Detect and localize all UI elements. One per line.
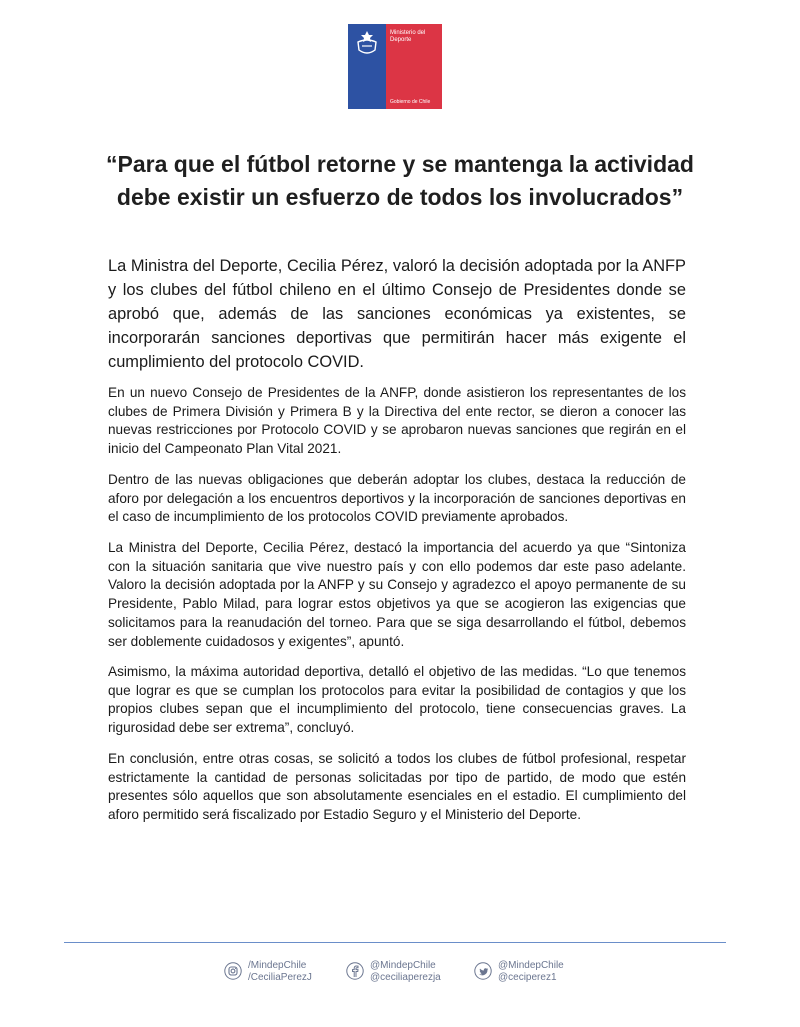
footer-instagram[interactable] — [224, 960, 312, 984]
facebook-handles — [370, 960, 441, 984]
twitter-handle-2: @ceciperez1 — [498, 972, 557, 983]
facebook-handle-1: @MindepChile — [370, 960, 436, 971]
logo-line-1: Ministerio del — [390, 30, 426, 36]
headline — [80, 148, 720, 214]
instagram-handle-1: /MindepChile — [248, 960, 307, 971]
coat-of-arms-icon — [353, 30, 381, 56]
footer-divider — [64, 942, 726, 943]
logo-blue-block — [348, 24, 386, 109]
body-paragraph-1: En un nuevo Consejo de Presidentes de la ANFP, donde asistieron los representantes de los clubes de Primera División y Primera B y la Directiva del ente rector, se dieron a conocer las nuevas restricciones por Protocolo COVID y se aprobaron nuevas sanciones que regirán en el inicio del Campeonato Plan Vital 2021. — [108, 385, 686, 457]
facebook-handle-2: @ceciliaperezja — [370, 972, 441, 983]
body-paragraph-4: Asimismo, la máxima autoridad deportiva, detalló el objetivo de las medidas. “Lo que tenemos que lograr es que se cumplan los protocolos para evitar la posibilidad de contagios y que los propios clubes sepan que el incumplimiento del protocolo, tiene consecuencias graves. La rigurosidad debe ser extrema”, concluyó. — [108, 664, 686, 736]
logo-red-block — [386, 24, 442, 109]
headline-line-2: debe existir un esfuerzo de todos los involucrados” — [116, 184, 684, 210]
facebook-icon — [346, 962, 364, 980]
body-paragraph-5: En conclusión, entre otras cosas, se solicitó a todos los clubes de fútbol profesional, respetar estrictamente la cantidad de personas solicitadas por tipo de partido, de modo que estén presentes sólo aquellos que son absolutamente esenciales en el estadio. El cumplimiento del aforo permitido será fiscalizado por Estadio Seguro y el Ministerio del Deporte. — [108, 751, 686, 823]
instagram-icon — [224, 962, 242, 980]
twitter-handle-1: @MindepChile — [498, 960, 564, 971]
ministerio-deporte-logo — [348, 24, 442, 109]
instagram-handle-2: /CeciliaPerezJ — [248, 972, 312, 983]
footer-facebook[interactable] — [346, 960, 441, 984]
twitter-handles — [498, 960, 564, 984]
twitter-icon — [474, 962, 492, 980]
logo-government-label: Gobierno de Chile — [390, 99, 431, 105]
logo-ministry-name — [390, 30, 425, 44]
body-paragraph-2: Dentro de las nuevas obligaciones que deberán adoptar los clubes, destaca la reducción de aforo por delegación a los encuentros deportivos y la incorporación de sanciones deportivas en el caso de incumplimiento de los protocolos COVID previamente aprobados. — [108, 472, 686, 525]
logo-line-2: Deporte — [390, 37, 412, 43]
headline-line-1: “Para que el fútbol retorne y se mantenga la actividad — [106, 151, 694, 177]
lead-paragraph: La Ministra del Deporte, Cecilia Pérez, valoró la decisión adoptada por la ANFP y los clubes del fútbol chileno en el último Consejo de Presidentes donde se aprobó que, además de las sanciones económicas ya existentes, se incorporarán sanciones deportivas que permitirán hacer más exigente el cumplimiento del protocolo COVID. — [108, 257, 686, 371]
body-paragraph-3: La Ministra del Deporte, Cecilia Pérez, destacó la importancia del acuerdo ya que “Sintoniza con la situación sanitaria que vive nuestro país y con ello podemos dar este paso adelante. Valoro la decisión adoptada por la ANFP y su Consejo y agradezco el apoyo permanente de su Presidente, Pablo Milad, para lograr estos objetivos ya que se acogieron las exigencias que solicitamos para la reanudación del torneo. Para que se siga desarrollando el fútbol, debemos ser doblemente cuidadosos y exigentes”, apuntó. — [108, 540, 686, 649]
instagram-handles — [248, 960, 312, 984]
footer-twitter[interactable] — [474, 960, 564, 984]
